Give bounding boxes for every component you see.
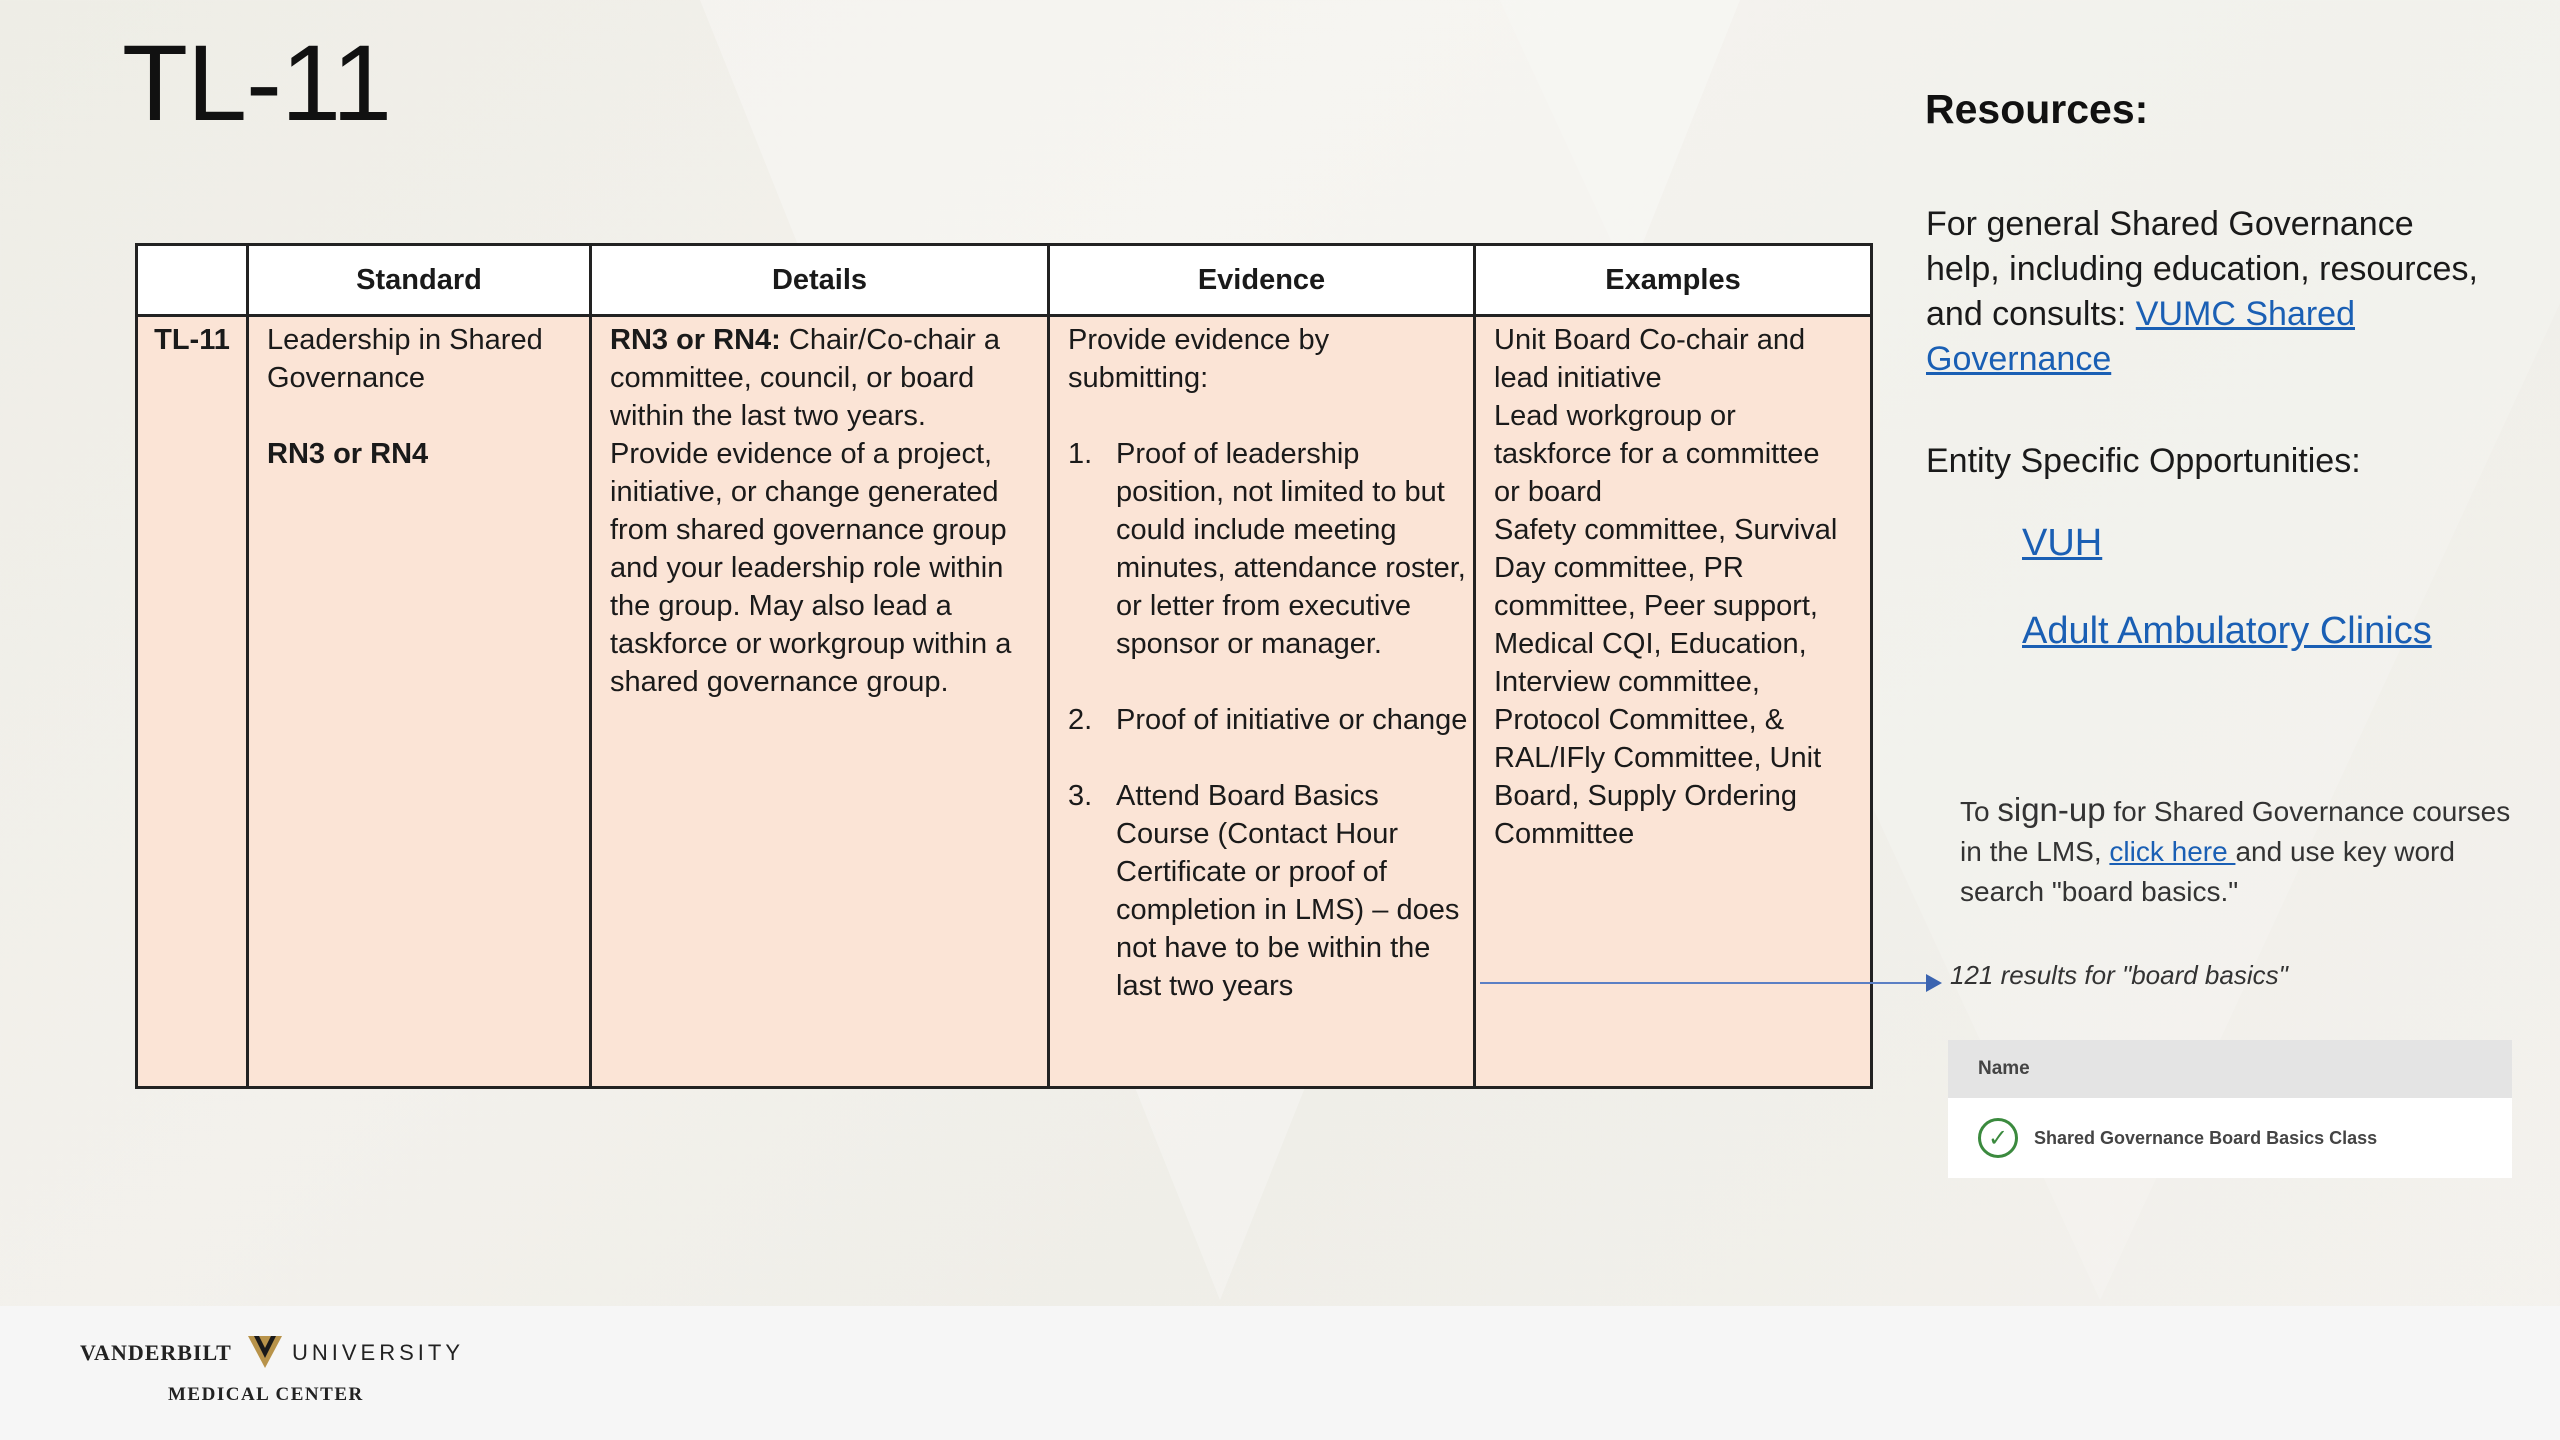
vanderbilt-v-icon [248, 1334, 282, 1370]
general-resources-text [1926, 202, 2486, 382]
list-number: 2. [1068, 704, 1093, 736]
lms-course-row[interactable] [1948, 1098, 2512, 1178]
example-item: Unit Board Co-chair and lead initiative [1494, 324, 1806, 394]
lms-click-here-link[interactable]: click here [2109, 836, 2236, 867]
adult-ambulatory-clinics-link[interactable]: Adult Ambulatory Clinics [2022, 610, 2432, 652]
header-evidence: Evidence [1049, 245, 1475, 316]
vumc-shared-governance-link[interactable]: VUMC Shared Governance [1926, 295, 2355, 378]
standards-table [135, 243, 1873, 1089]
row-id: TL-11 [137, 316, 248, 1088]
list-number: 1. [1068, 438, 1093, 470]
details-text: Chair/Co-chair a committee, council, or board within the last two years. Provide evidence of a project, initiative, or change generated from shared governance group and your leadership role within the group. May also lead a taskforce or workgroup within a shared governance group. [610, 324, 1012, 698]
entity-opportunities-label: Entity Specific Opportunities: [1926, 442, 2361, 480]
list-item [1068, 777, 1460, 1005]
header-details: Details [591, 245, 1049, 316]
list-text: Proof of initiative or change [1116, 704, 1468, 736]
list-number: 3. [1068, 780, 1093, 812]
signup-suffix: and use key word search "board basics." [1960, 836, 2455, 907]
standard-title: Leadership in Shared Governance [267, 324, 543, 394]
examples-cell [1475, 316, 1872, 1088]
table-row [137, 316, 1872, 1088]
lms-column-header: Name [1948, 1040, 2512, 1098]
standard-level: RN3 or RN4 [267, 438, 429, 470]
details-cell [591, 316, 1049, 1088]
resources-heading: Resources: [1925, 86, 2149, 132]
list-item [1068, 435, 1466, 663]
signup-text: for Shared Governance courses in the LMS, [1960, 796, 2511, 867]
header-standard: Standard [248, 245, 591, 316]
list-item [1068, 701, 1468, 739]
evidence-list [1068, 435, 1468, 1005]
signup-instructions [1960, 790, 2520, 912]
signup-keyword: sign-up [1997, 791, 2106, 828]
details-label: RN3 or RN4: [610, 324, 781, 356]
logo-text-medical-center: MEDICAL CENTER [168, 1384, 364, 1405]
header-blank [137, 245, 248, 316]
logo-text-university: UNIVERSITY [292, 1340, 465, 1365]
vanderbilt-logo [80, 1334, 480, 1414]
standard-cell [248, 316, 591, 1088]
table-header-row [137, 245, 1872, 316]
logo-text-vanderbilt: VANDERBILT [80, 1340, 232, 1365]
evidence-intro: Provide evidence by submitting: [1068, 324, 1330, 394]
arrow-head-icon [1926, 974, 1942, 992]
example-item: Lead workgroup or taskforce for a committee or board [1494, 400, 1820, 508]
lms-results-panel [1948, 1040, 2512, 1178]
signup-prefix: To [1960, 796, 1998, 827]
list-text: Proof of leadership position, not limited to but could include meeting minutes, attendance roster, or letter from executive sponsor or manager. [1116, 438, 1466, 660]
slide-title: TL-11 [122, 22, 392, 143]
header-examples: Examples [1475, 245, 1872, 316]
lms-course-name: Shared Governance Board Basics Class [2034, 1127, 2378, 1148]
lms-results-count: 121 results for "board basics" [1950, 960, 2288, 990]
connector-arrow [1480, 982, 1932, 984]
vuh-link[interactable]: VUH [2022, 522, 2103, 564]
general-resources-label: For general Shared Governance help, including education, resources, and consults: [1926, 205, 2478, 333]
example-item: Safety committee, Survival Day committee, PR committee, Peer support, Medical CQI, Education, Interview committee, Protocol Committee, & RAL/IFly Committee, Unit Board, Supply Ordering Committee [1494, 514, 1838, 850]
evidence-cell [1049, 316, 1475, 1088]
list-text: Attend Board Basics Course (Contact Hour Certificate or proof of completion in LMS) – does not have to be within the last two years [1116, 780, 1460, 1002]
check-circle-icon: ✓ [1978, 1118, 2018, 1158]
